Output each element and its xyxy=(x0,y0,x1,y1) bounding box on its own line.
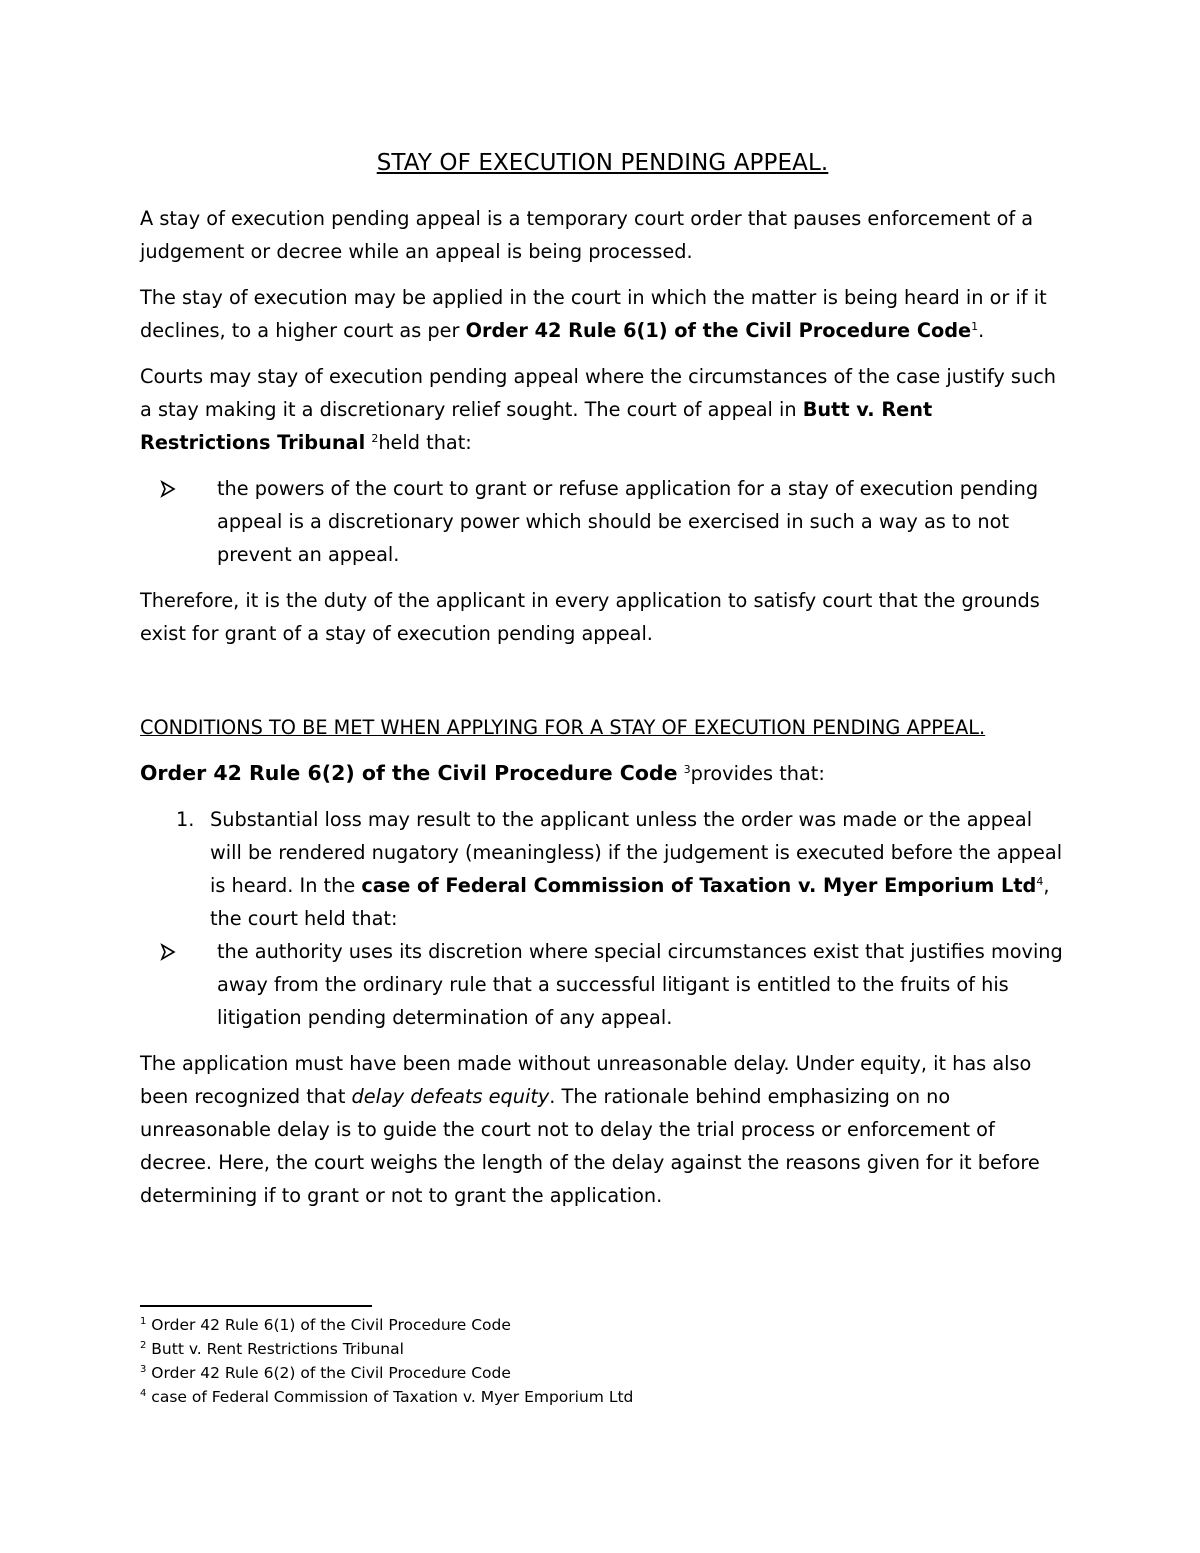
document-body xyxy=(140,146,1065,1225)
footnote-item xyxy=(140,1361,840,1385)
item-text: Substantial loss may result to the applicant unless the order was made or the appeal will be rendered nugatory (meaningless) if the judgement is executed before the appeal is heard. In the xyxy=(210,808,1063,897)
paragraph-discretion xyxy=(140,360,1065,459)
case-reference: Butt v. Rent Restrictions Tribunal xyxy=(140,398,933,454)
footnote-number: 3 xyxy=(140,1364,147,1375)
footnote-item xyxy=(140,1313,840,1337)
paragraph-text: provides that: xyxy=(690,762,825,785)
paragraph-text: The stay of execution may be applied in the court in which the matter is being heard in or if it declines, to a higher court as per xyxy=(140,286,1047,342)
numbered-item xyxy=(140,803,1065,935)
footnote-marker: 1 xyxy=(971,320,979,333)
footnotes-section xyxy=(140,1305,840,1409)
paragraph-where-applied xyxy=(140,281,1065,347)
footnote-number: 1 xyxy=(140,1316,147,1327)
emphasis-text: delay defeats equity xyxy=(351,1085,550,1108)
footnote-text: Butt v. Rent Restrictions Tribunal xyxy=(146,1340,404,1358)
footnote-item xyxy=(140,1337,840,1361)
paragraph-applicant-duty: Therefore, it is the duty of the applicant in every application to satisfy court that the grounds exist for grant of a stay of execution pending appeal. xyxy=(140,589,1040,645)
bullet-item xyxy=(140,472,1065,571)
section-lead xyxy=(140,757,1065,790)
bullet-item xyxy=(140,935,1065,1034)
paragraph-delay xyxy=(140,1047,1065,1212)
item-number: 1. xyxy=(176,808,195,831)
case-reference: case of Federal Commission of Taxation v. Myer Emporium Ltd xyxy=(361,874,1037,897)
footnote-text: case of Federal Commission of Taxation v. Myer Emporium Ltd xyxy=(146,1388,634,1406)
paragraph-text: Courts may stay of execution pending appeal where the circumstances of the case justify such a stay making it a discretionary relief sought. The court of appeal in xyxy=(140,365,1057,421)
paragraph-definition: A stay of execution pending appeal is a temporary court order that pauses enforcement of a judgement or decree while an appeal is being processed. xyxy=(140,207,1034,263)
footnote-text: Order 42 Rule 6(2) of the Civil Procedure Code xyxy=(146,1364,511,1382)
footnote-item xyxy=(140,1385,840,1409)
footnote-number: 2 xyxy=(140,1340,147,1351)
footnote-text: Order 42 Rule 6(1) of the Civil Procedure Code xyxy=(146,1316,511,1334)
paragraph-text: The application must have been made without unreasonable delay. Under equity, it has also been recognized that xyxy=(140,1052,1032,1108)
statute-reference: Order 42 Rule 6(2) of the Civil Procedure Code xyxy=(140,761,678,785)
footnote-marker: 4 xyxy=(1036,875,1044,888)
statute-reference: Order 42 Rule 6(1) of the Civil Procedure Code xyxy=(465,319,972,342)
footnote-marker: 2 xyxy=(371,432,379,445)
paragraph-text: held that: xyxy=(378,431,472,454)
document-title: STAY OF EXECUTION PENDING APPEAL. xyxy=(376,150,829,176)
footnote-separator xyxy=(140,1305,372,1307)
paragraph-text: . xyxy=(978,319,985,342)
arrowhead-bullet-icon xyxy=(160,935,176,968)
footnote-marker: 3 xyxy=(683,763,691,776)
item-text: , the court held that: xyxy=(210,874,1050,930)
bullet-text: the authority uses its discretion where special circumstances exist that justifies moving away from the ordinary rule that a successful litigant is entitled to the fruits of his litigation pending determination of any appeal. xyxy=(217,940,1063,1029)
bullet-text: the powers of the court to grant or refuse application for a stay of execution pending appeal is a discretionary power which should be exercised in such a way as to not prevent an appeal. xyxy=(217,477,1039,566)
section-heading: CONDITIONS TO BE MET WHEN APPLYING FOR A STAY OF EXECUTION PENDING APPEAL. xyxy=(140,716,986,739)
footnote-number: 4 xyxy=(140,1388,147,1399)
paragraph-text: . The rationale behind emphasizing on no unreasonable delay is to guide the court not to delay the trial process or enforcement of decree. Here, the court weighs the length of the delay against the reasons given for it before determining if to grant or not to grant the application. xyxy=(140,1085,1040,1207)
arrowhead-bullet-icon xyxy=(160,472,176,505)
